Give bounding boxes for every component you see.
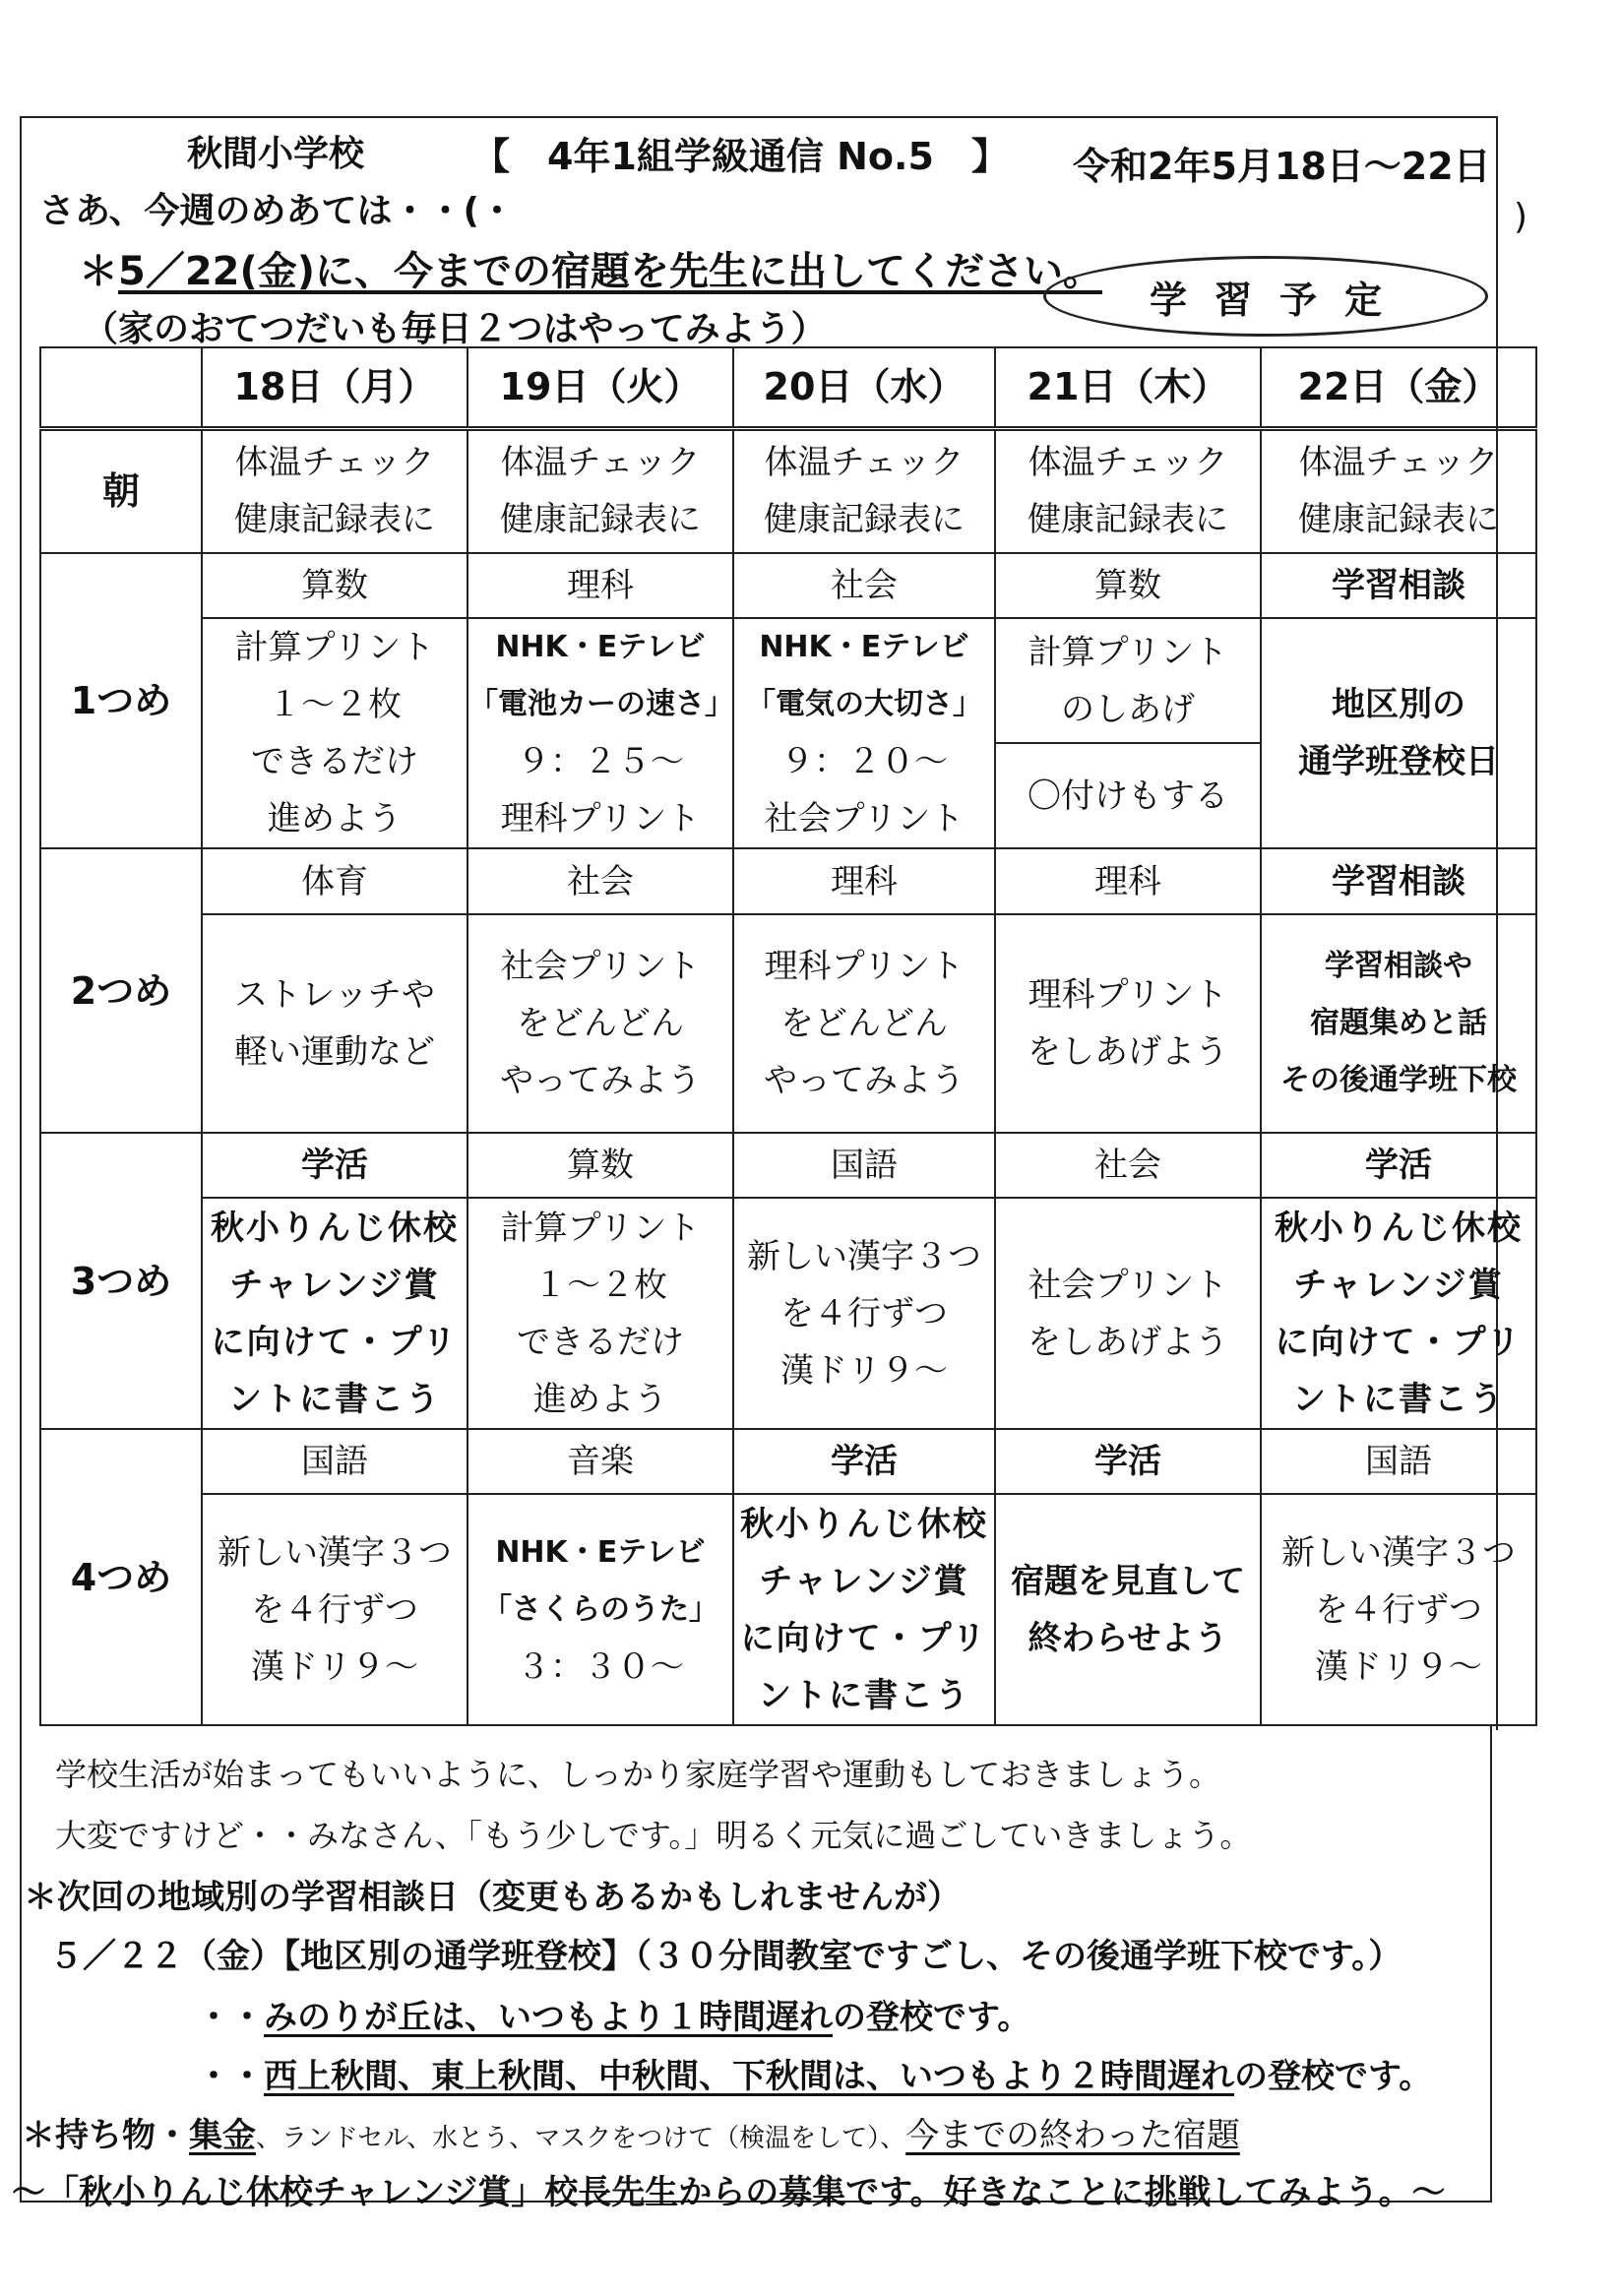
detail-cell: 宿題を見直して 終わらせよう	[995, 1494, 1261, 1725]
detail-cell: ストレッチや 軽い運動など	[202, 914, 467, 1134]
subject-cell: 学活	[733, 1429, 995, 1494]
detail-cell: 地区別の 通学班登校日	[1261, 618, 1536, 849]
detail-cell: 秋小りんじ休校 チャレンジ賞 に向けて・プリ ントに書こう	[1261, 1198, 1536, 1429]
subject-cell: 学活	[202, 1133, 467, 1198]
day-header-row	[40, 347, 1536, 428]
corner-cell	[40, 347, 202, 428]
subject-cell: 社会	[467, 848, 733, 913]
detail-cell: 秋小りんじ休校 チャレンジ賞 に向けて・プリ ントに書こう	[733, 1494, 995, 1725]
period-subject-row	[40, 848, 1536, 913]
subject-cell: 算数	[467, 1133, 733, 1198]
period-label: 3つめ	[40, 1133, 202, 1429]
subject-cell: 算数	[202, 553, 467, 618]
detail-cell: 計算プリント １～２枚 できるだけ 進めよう	[467, 1198, 733, 1429]
detail-cell: NHK・Eテレビ 「電気の大切さ」 ９：２０～ 社会プリント	[733, 618, 995, 849]
period-subject-row	[40, 1133, 1536, 1198]
detail-cell: 計算プリント のしあげ	[995, 618, 1261, 744]
schedule-cell: 体温チェック 健康記録表に	[733, 428, 995, 552]
day-header: 22日（金）	[1261, 347, 1536, 428]
detail-cell: 計算プリント １～２枚 できるだけ 進めよう	[202, 618, 467, 849]
detail-cell: 社会プリント をどんどん やってみよう	[467, 914, 733, 1134]
day-header: 21日（木）	[995, 347, 1261, 428]
subject-cell: 社会	[733, 553, 995, 618]
period-detail-row	[40, 1198, 1536, 1429]
detail-cell: 理科プリント をどんどん やってみよう	[733, 914, 995, 1134]
schedule-cell: 体温チェック 健康記録表に	[202, 428, 467, 552]
footer-line: ～「秋小りんじ休校チャレンジ賞」校長先生からの募集です。好きなことに挑戦してみよう。～	[12, 2173, 1446, 2212]
footer-line: ・・西上秋間、東上秋間、中秋間、下秋間は、いつもより２時間遅れの登校です。	[197, 2057, 1433, 2096]
period-subject-row	[40, 553, 1536, 618]
detail-cell: 理科プリント をしあげよう	[995, 914, 1261, 1134]
period-label: 朝	[40, 428, 202, 552]
period-label: 4つめ	[40, 1429, 202, 1725]
newsletter-title: 【 4年1組学級通信 No.5 】	[472, 135, 1009, 178]
detail-cell: 秋小りんじ休校 チャレンジ賞 に向けて・プリ ントに書こう	[202, 1198, 467, 1429]
detail-cell: NHK・Eテレビ 「さくらのうた」 ３：３０～	[467, 1494, 733, 1725]
school-name: 秋間小学校	[187, 134, 365, 174]
weekly-goal: さあ、今週のめあては・・(・	[39, 191, 516, 231]
subject-cell: 理科	[995, 848, 1261, 913]
detail-cell: 新しい漢字３つ を４行ずつ 漢ドリ９～	[1261, 1494, 1536, 1725]
subject-cell: 学活	[1261, 1133, 1536, 1198]
footer-line: 学校生活が始まってもいいように、しっかり家庭学習や運動もしておきましょう。	[55, 1756, 1221, 1793]
subject-cell: 国語	[202, 1429, 467, 1494]
subject-cell: 算数	[995, 553, 1261, 618]
period-label: 1つめ	[40, 553, 202, 849]
period-detail-row	[40, 618, 1536, 744]
morning-row	[40, 428, 1536, 552]
footer-line: ５／２２（金）【地区別の通学班登校】（３０分間教室ですごし、その後通学班下校です。）	[49, 1937, 1402, 1976]
subject-cell: 学活	[995, 1429, 1261, 1494]
footer-line: ＊持ち物・集金、ランドセル、水とう、マスクをつけて（検温をして）、今までの終わった宿題	[22, 2116, 1240, 2155]
detail-cell: 新しい漢字３つ を４行ずつ 漢ドリ９～	[733, 1198, 995, 1429]
detail-cell: 社会プリント をしあげよう	[995, 1198, 1261, 1429]
subject-cell: 音楽	[467, 1429, 733, 1494]
period-label: 2つめ	[40, 848, 202, 1133]
detail-cell: 〇付けもする	[995, 743, 1261, 848]
day-header: 19日（火）	[467, 347, 733, 428]
detail-cell: 学習相談や 宿題集めと話 その後通学班下校	[1261, 914, 1536, 1134]
subject-cell: 国語	[733, 1133, 995, 1198]
footer-line: ・・みのりが丘は、いつもより１時間遅れの登校です。	[197, 1998, 1031, 2037]
schedule-cell: 体温チェック 健康記録表に	[995, 428, 1261, 552]
weekly-schedule-table	[39, 346, 1537, 1726]
schedule-badge: 学習予定	[1043, 256, 1488, 337]
subject-cell: 国語	[1261, 1429, 1536, 1494]
date-range: 令和2年5月18日～22日	[1073, 145, 1491, 188]
schedule-cell: 体温チェック 健康記録表に	[1261, 428, 1536, 552]
subject-cell: 体育	[202, 848, 467, 913]
detail-cell: NHK・Eテレビ 「電池カーの速さ」 ９：２５～ 理科プリント	[467, 618, 733, 849]
period-subject-row	[40, 1429, 1536, 1494]
period-detail-row	[40, 1494, 1536, 1725]
chores-notice: （家のおてつだいも毎日２つはやってみよう）	[83, 309, 827, 349]
notice-main: 5／22(金)に、今までの宿題を先生に出してください。	[118, 249, 1103, 294]
subject-cell: 理科	[733, 848, 995, 913]
subject-cell: 理科	[467, 553, 733, 618]
footer-line: ＊次回の地域別の学習相談日（変更もあるかもしれませんが）	[24, 1878, 961, 1917]
period-detail-row	[40, 914, 1536, 1134]
subject-cell: 学習相談	[1261, 553, 1536, 618]
notice-prefix: ＊	[79, 249, 118, 294]
detail-cell: 新しい漢字３つ を４行ずつ 漢ドリ９～	[202, 1494, 467, 1725]
subject-cell: 学習相談	[1261, 848, 1536, 913]
subject-cell: 社会	[995, 1133, 1261, 1198]
day-header: 18日（月）	[202, 347, 467, 428]
schedule-cell: 体温チェック 健康記録表に	[467, 428, 733, 552]
day-header: 20日（水）	[733, 347, 995, 428]
homework-notice	[79, 240, 1102, 296]
footer-line: 大変ですけど・・みなさん、「もう少しです。」明るく元気に過ごしていきましょう。	[55, 1817, 1252, 1854]
goal-close-paren: )	[1514, 197, 1528, 237]
